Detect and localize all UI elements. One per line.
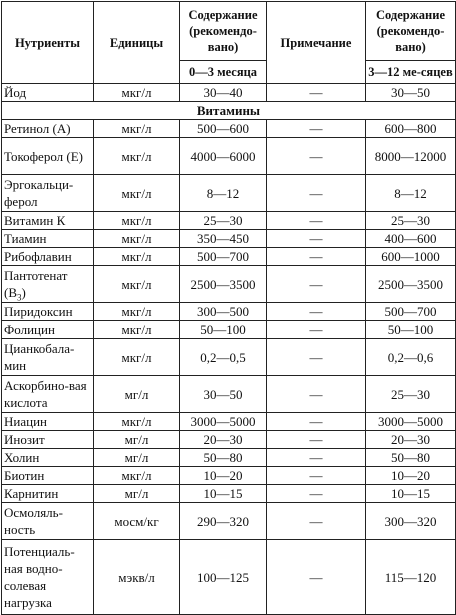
note-cell: — (267, 321, 366, 339)
note-cell: — (267, 303, 366, 321)
nutrient-name: Инозит (2, 431, 94, 449)
unit-cell: мкг/л (94, 467, 180, 485)
unit-cell: мосм/кг (94, 503, 180, 540)
unit-cell: мг/л (94, 485, 180, 503)
value-3-12-months: 2500—3500 (366, 266, 456, 303)
subscript: 3 (17, 292, 22, 303)
note-cell: — (267, 413, 366, 431)
value-0-3-months: 3000—5000 (180, 413, 267, 431)
table-row (2, 413, 456, 431)
unit-cell: мкг/л (94, 120, 180, 138)
value-3-12-months: 10—20 (366, 467, 456, 485)
value-0-3-months: 500—600 (180, 120, 267, 138)
nutrient-table (1, 1, 456, 615)
value-0-3-months: 50—100 (180, 321, 267, 339)
value-3-12-months: 300—320 (366, 503, 456, 540)
unit-cell: мкг/л (94, 339, 180, 376)
table-row (2, 120, 456, 138)
nutrient-name: Карнитин (2, 485, 94, 503)
nutrient-name: Эргокальци-ферол (2, 175, 94, 212)
value-3-12-months: 115—120 (366, 540, 456, 615)
value-0-3-months: 25—30 (180, 212, 267, 230)
unit-cell: мкг/л (94, 175, 180, 212)
value-0-3-months: 4000—6000 (180, 138, 267, 175)
value-3-12-months: 30—50 (366, 84, 456, 102)
value-0-3-months: 0,2—0,5 (180, 339, 267, 376)
table-row (2, 503, 456, 540)
unit-cell: мг/л (94, 376, 180, 413)
table-row (2, 84, 456, 102)
header-row (2, 2, 456, 61)
unit-cell: мкг/л (94, 248, 180, 266)
note-cell: — (267, 376, 366, 413)
value-3-12-months: 600—1000 (366, 248, 456, 266)
note-cell: — (267, 467, 366, 485)
table-row (2, 175, 456, 212)
note-cell: — (267, 485, 366, 503)
nutrient-name: Аскорбино-вая кислота (2, 376, 94, 413)
note-cell: — (267, 120, 366, 138)
table-row (2, 212, 456, 230)
nutrient-name: Ниацин (2, 413, 94, 431)
table-row (2, 266, 456, 303)
value-3-12-months: 0,2—0,6 (366, 339, 456, 376)
nutrient-name: Йод (2, 84, 94, 102)
section-row (2, 102, 456, 120)
nutrient-name: Фолицин (2, 321, 94, 339)
col-header-units: Единицы (94, 2, 180, 84)
note-cell: — (267, 248, 366, 266)
top-rows (2, 84, 456, 102)
unit-cell: мкг/л (94, 84, 180, 102)
section-title: Витамины (2, 102, 456, 120)
table-row (2, 248, 456, 266)
nutrient-name: Потенциаль-ная водно-солевая нагрузка (2, 540, 94, 615)
col-header-content-1: Содержание (рекомендо-вано) (180, 2, 267, 61)
value-3-12-months: 3000—5000 (366, 413, 456, 431)
unit-cell: мг/л (94, 431, 180, 449)
table-row (2, 339, 456, 376)
unit-cell: мкг/л (94, 266, 180, 303)
nutrient-name: Пиридоксин (2, 303, 94, 321)
value-0-3-months: 10—20 (180, 467, 267, 485)
value-3-12-months: 20—30 (366, 431, 456, 449)
value-3-12-months: 50—80 (366, 449, 456, 467)
note-cell: — (267, 84, 366, 102)
note-cell: — (267, 449, 366, 467)
value-3-12-months: 10—15 (366, 485, 456, 503)
vitamin-rows (2, 120, 456, 615)
value-0-3-months: 300—500 (180, 303, 267, 321)
value-0-3-months: 8—12 (180, 175, 267, 212)
unit-cell: мкг/л (94, 321, 180, 339)
nutrient-name: Рибофлавин (2, 248, 94, 266)
table-row (2, 376, 456, 413)
col-header-content-2: Содержание (рекомендо-вано) (366, 2, 456, 61)
table-row (2, 485, 456, 503)
value-0-3-months: 100—125 (180, 540, 267, 615)
value-3-12-months: 25—30 (366, 212, 456, 230)
table-row (2, 138, 456, 175)
table-row (2, 431, 456, 449)
nutrient-name: Пантотенат $(В_3)$ (2, 266, 94, 303)
value-0-3-months: 50—80 (180, 449, 267, 467)
value-0-3-months: 2500—3500 (180, 266, 267, 303)
note-cell: — (267, 175, 366, 212)
unit-cell: мэкв/л (94, 540, 180, 615)
value-0-3-months: 10—15 (180, 485, 267, 503)
unit-cell: мкг/л (94, 138, 180, 175)
nutrient-name: Холин (2, 449, 94, 467)
value-0-3-months: 30—40 (180, 84, 267, 102)
col-header-age-2: 3—12 ме-сяцев (366, 61, 456, 84)
table-row (2, 540, 456, 615)
col-header-age-1: 0—3 месяца (180, 61, 267, 84)
value-0-3-months: 500—700 (180, 248, 267, 266)
unit-cell: мкг/л (94, 413, 180, 431)
value-0-3-months: 290—320 (180, 503, 267, 540)
note-cell: — (267, 431, 366, 449)
nutrient-name: Биотин (2, 467, 94, 485)
value-3-12-months: 400—600 (366, 230, 456, 248)
value-3-12-months: 600—800 (366, 120, 456, 138)
note-cell: — (267, 138, 366, 175)
note-cell: — (267, 540, 366, 615)
value-0-3-months: 30—50 (180, 376, 267, 413)
note-cell: — (267, 339, 366, 376)
value-3-12-months: 25—30 (366, 376, 456, 413)
value-3-12-months: 8000—12000 (366, 138, 456, 175)
note-cell: — (267, 212, 366, 230)
nutrient-name: Ретинол (А) (2, 120, 94, 138)
nutrient-name: Цианкобала-мин (2, 339, 94, 376)
unit-cell: мкг/л (94, 230, 180, 248)
table-row (2, 230, 456, 248)
table-row (2, 449, 456, 467)
unit-cell: мкг/л (94, 303, 180, 321)
col-header-note: Примечание (267, 2, 366, 84)
value-0-3-months: 350—450 (180, 230, 267, 248)
value-3-12-months: 8—12 (366, 175, 456, 212)
unit-cell: мг/л (94, 449, 180, 467)
nutrient-name: Осмоляль-ность (2, 503, 94, 540)
value-3-12-months: 500—700 (366, 303, 456, 321)
table-row (2, 321, 456, 339)
unit-cell: мкг/л (94, 212, 180, 230)
table-row (2, 303, 456, 321)
note-cell: — (267, 266, 366, 303)
nutrient-name: Токоферол (Е) (2, 138, 94, 175)
col-header-nutrients: Нутриенты (2, 2, 94, 84)
note-cell: — (267, 503, 366, 540)
value-0-3-months: 20—30 (180, 431, 267, 449)
value-3-12-months: 50—100 (366, 321, 456, 339)
nutrient-name: Тиамин (2, 230, 94, 248)
nutrient-name: Витамин К (2, 212, 94, 230)
note-cell: — (267, 230, 366, 248)
table-row (2, 467, 456, 485)
